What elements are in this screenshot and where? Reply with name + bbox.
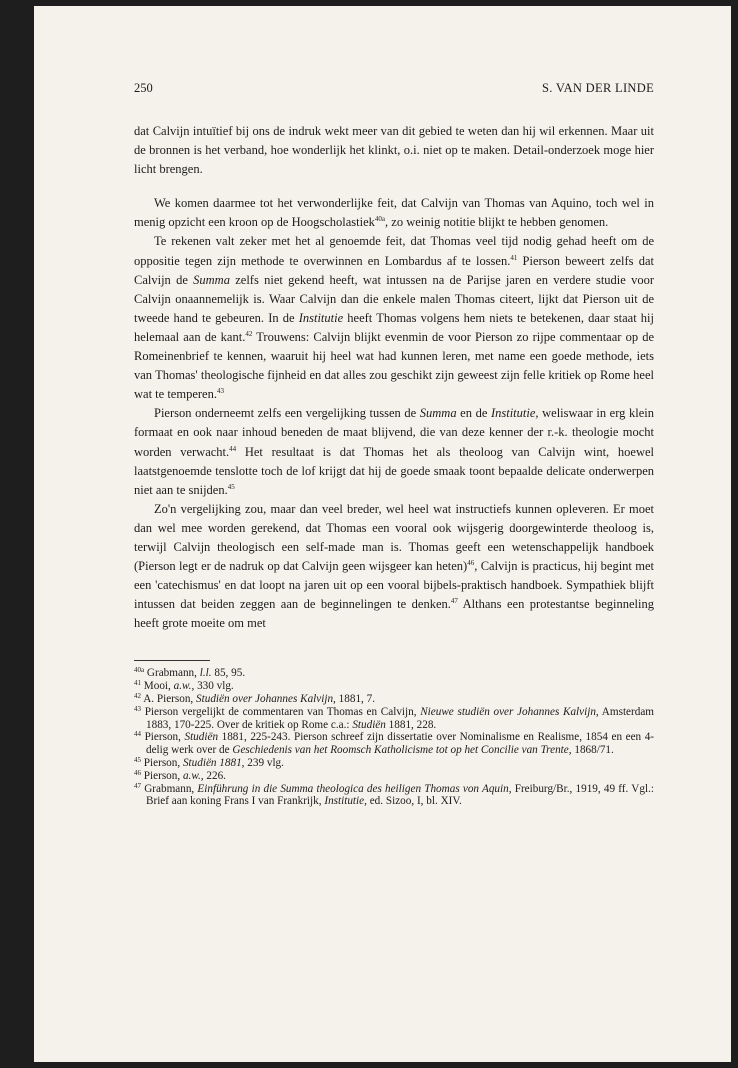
italic-title: Geschiedenis van het Roomsch Katholicisme tot op het Concilie van Trente, (232, 744, 572, 757)
text-run: en de (456, 406, 491, 421)
text-run: 1881, 228. (385, 718, 437, 731)
text-run: zelfs niet gekend heeft, wat intussen na de Parijse jaren en verdere studie voor Calvijn onaannemelijk is. Waar Calvijn dan die enkele malen Thomas citeert, lijkt dat Pierson uit de tweede hand te gebeuren. In de (134, 272, 654, 325)
paragraph (134, 232, 654, 404)
page-content (134, 80, 654, 808)
footnote (134, 667, 654, 680)
text-run: weliswaar in erg klein formaat en ook naar inhoud beneden de maat blijvend, die van deze kenner der r.-k. theologie mocht worden verwacht. (134, 406, 654, 459)
paragraph (134, 194, 654, 232)
text-run: 85, 95. (211, 667, 246, 680)
italic-title: a.w., (182, 769, 204, 782)
text-run: 239 vlg. (244, 757, 284, 770)
italic-title: Studiën (184, 731, 219, 744)
italic-title: a.w., (173, 680, 195, 693)
italic-title: l.l. (199, 667, 212, 680)
italic-title: Summa (419, 406, 457, 421)
body-text (134, 122, 654, 633)
footnote-number: 43 (134, 704, 141, 713)
italic-title: Institutie, (324, 795, 367, 808)
footnote (134, 706, 654, 732)
paragraph (134, 500, 654, 634)
text-run: Pierson, (143, 769, 183, 782)
footnote-ref: 42 (245, 329, 253, 338)
italic-title: Einführung in die Summa theologica des heiligen Thomas von Aquin, (197, 782, 512, 795)
footnote (134, 783, 654, 809)
text-run: Mooi, (143, 680, 174, 693)
text-run: A. Pierson, (143, 693, 197, 706)
paragraph (134, 404, 654, 499)
italic-title: Institutie, (490, 406, 539, 421)
page-number: 250 (134, 81, 153, 95)
footnote (134, 770, 654, 783)
text-run: Te rekenen valt zeker met het al genoemde feit, dat Thomas veel tijd nodig gehad heeft om de oppositie tegen zijn methode te overwinnen en Lombardus af te lossen. (134, 234, 654, 268)
footnote-number: 44 (134, 730, 141, 739)
footnote (134, 757, 654, 770)
footnote-ref: 41 (510, 253, 518, 262)
italic-title: Summa (193, 272, 230, 287)
text-run: 1881, 7. (335, 693, 376, 706)
text-run: 1868/71. (571, 744, 614, 757)
running-head-author: S. VAN DER LINDE (542, 81, 654, 95)
footnote-number: 46 (134, 768, 141, 777)
text-run: Amsterdam 1883, 170-225. Over de kritiek op Rome c.a.: (146, 705, 655, 731)
text-run: 330 vlg. (194, 680, 234, 693)
text-run: Trouwens: Calvijn blijkt evenmin de voor Pierson zo rijpe commentaar op de Romeinenbrief te kennen, waaruit hij heel wat had kunnen leren, met name een goede methode, iets van Thomas' theologische fijnheid en dat alles zou geschikt zijn geweest zijn felle kritiek op Rome heel wat te temperen. (134, 329, 654, 402)
footnote-number: 40a (134, 666, 145, 675)
text-run: , zo weinig notitie blijkt te hebben genomen. (385, 215, 609, 230)
text-run: Pierson, (144, 731, 185, 744)
paragraph (134, 122, 654, 179)
text-run: Pierson beweert zelfs dat Calvijn de (134, 253, 654, 287)
footnote-ref: 46 (467, 559, 475, 568)
italic-title: Nieuwe studiën over Johannes Kalvijn, (420, 705, 599, 718)
italic-title: Institutie (298, 310, 344, 325)
text-run: Freiburg/Br., 1919, 49 ff. Vgl.: Brief aan koning Frans I van Frankrijk, (146, 782, 654, 808)
italic-title: Studiën over Johannes Kalvijn, (196, 693, 336, 706)
text-run: Pierson, (143, 757, 183, 770)
running-header (134, 80, 654, 96)
footnote-number: 41 (134, 679, 141, 688)
footnote-number: 47 (134, 781, 141, 790)
footnote (134, 731, 654, 757)
text-run: Pierson vergelijkt de commentaren van Thomas en Calvijn, (144, 705, 421, 718)
footnote-divider (134, 660, 210, 661)
footnote-number: 45 (134, 756, 141, 765)
text-run: We komen daarmee tot het verwonderlijke feit, dat Calvijn van Thomas van Aquino, toch wel in menig opzicht een kroon op de Hoogscholastiek (134, 196, 654, 230)
text-run: 1881, 225-243. Pierson schreef zijn dissertatie over Nominalisme en Realisme, 1854 en een 4-delig werk over de (146, 731, 655, 757)
italic-title: Studiën (352, 718, 386, 731)
footnotes (134, 667, 654, 808)
text-run: 226. (203, 769, 226, 782)
footnote (134, 680, 654, 693)
text-run: ed. Sizoo, I, bl. XIV. (366, 795, 462, 808)
footnote-ref: 47 (450, 597, 458, 606)
footnote (134, 693, 654, 706)
document-page (34, 6, 731, 1062)
text-run: Althans een protestantse beginneling heeft grote moeite om met (134, 597, 654, 631)
footnote-ref: 40a (374, 215, 386, 224)
text-run: Zo'n vergelijking zou, maar dan veel breder, wel heel wat instructiefs kunnen opleveren. Er moet dan wel mee worden gerekend, dat Thomas een vooral ook wijsgerig doorgewinterde theoloog is, terwijl Calvijn theologisch een self-made man is. Thomas geeft een wetenschappelijk handboek (Pierson legt er de nadruk op dat Calvijn geen wijsgeer kan heten) (134, 501, 654, 574)
footnote-ref: 43 (216, 387, 224, 396)
footnote-ref: 44 (229, 444, 237, 453)
text-run: dat Calvijn intuïtief bij ons de indruk wekt meer van dit gebied te weten dan hij wil erkennen. Maar uit de bronnen is het verband, hoe wonderlijk het klinkt, o.i. niet op te maken. Detail-onderzoek moge hier licht brengen. (134, 124, 654, 177)
text-run: , Calvijn is practicus, hij begint met een 'catechismus' en dat loopt na jaren uit op een vooral bijbels-praktisch handboek. Sympathiek blijft intussen dat beiden zeggen aan de beginnelingen te denken. (134, 559, 654, 612)
text-run: Grabmann, (144, 782, 198, 795)
text-run: heeft Thomas volgens hem niets te betekenen, daar staat hij helemaal aan de kant. (134, 310, 655, 344)
footnote-ref: 45 (227, 482, 235, 491)
italic-title: Studiën 1881, (182, 757, 245, 770)
text-run: Het resultaat is dat Thomas het als theoloog van Calvijn wint, hoewel laatstgenoemde tenslotte toch de lof krijgt dat hij de goede smaak toont bepaalde delicate onderwerpen niet aan te snijden. (134, 444, 654, 497)
text-run: Pierson onderneemt zelfs een vergelijking tussen de (154, 406, 420, 421)
text-run: Grabmann, (146, 667, 200, 680)
footnote-number: 42 (134, 692, 141, 701)
